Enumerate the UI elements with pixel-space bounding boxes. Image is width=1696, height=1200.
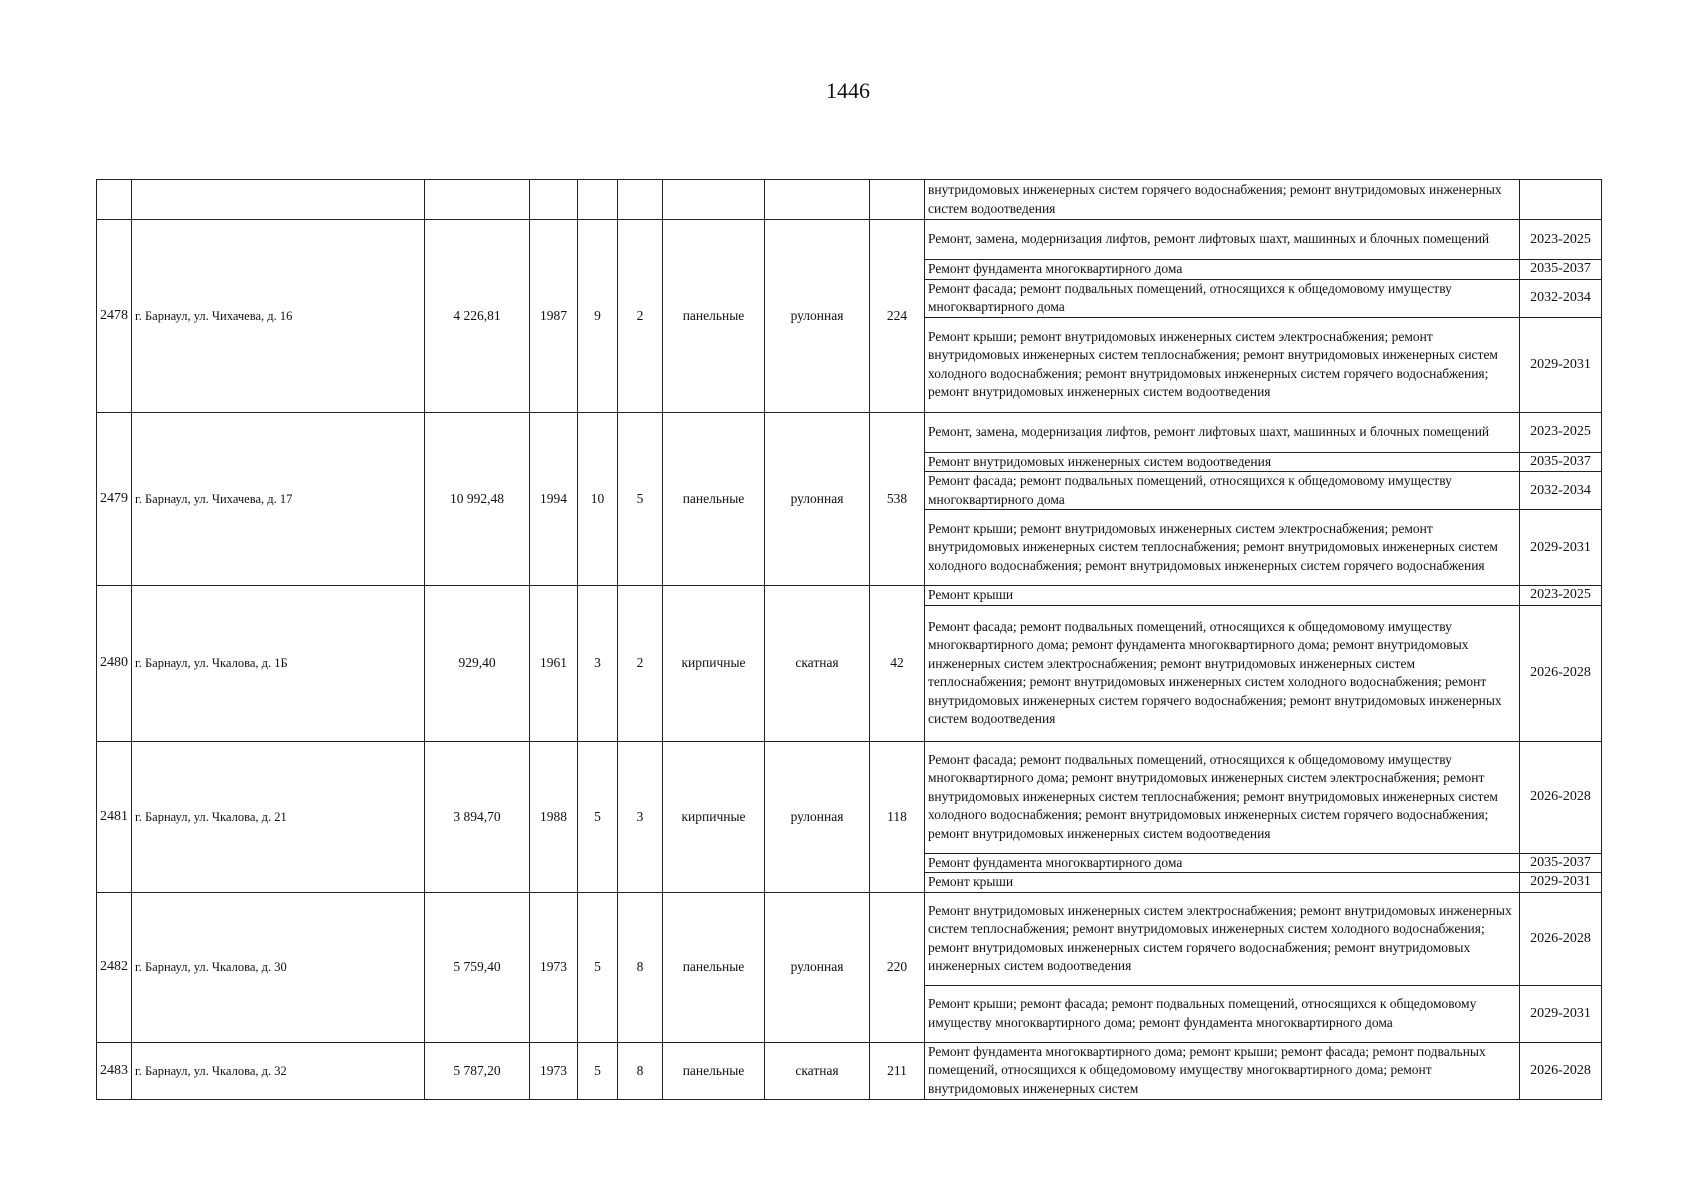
cell-year: 1987 (530, 220, 578, 413)
cell-area: 5 759,40 (425, 892, 530, 1042)
cell-roof (765, 180, 870, 220)
cell-year: 1973 (530, 892, 578, 1042)
cell-residents: 538 (870, 412, 925, 586)
cell-entrances (618, 180, 663, 220)
cell-num: 2481 (97, 741, 132, 892)
cell-walls: панельные (663, 1042, 765, 1099)
cell-period: 2029-2031 (1520, 510, 1602, 586)
cell-floors: 10 (578, 412, 618, 586)
cell-area: 4 226,81 (425, 220, 530, 413)
cell-works: внутридомовых инженерных систем горячего водоснабжения; ремонт внутридомовых инженерных систем водоотведения (925, 180, 1520, 220)
table-row (97, 586, 1602, 606)
cell-area: 929,40 (425, 586, 530, 742)
cell-roof: рулонная (765, 892, 870, 1042)
cell-roof: рулонная (765, 220, 870, 413)
cell-address: г. Барнаул, ул. Чихачева, д. 17 (132, 412, 425, 586)
cell-works: Ремонт крыши; ремонт внутридомовых инженерных систем электроснабжения; ремонт внутридомовых инженерных систем теплоснабжения; ремонт внутридомовых инженерных систем холодного водоснабжения; ремонт внутридомовых инженерных систем горячего водоснабжения; ремонт внутридомовых инженерных систем водоотведения (925, 317, 1520, 412)
cell-floors: 3 (578, 586, 618, 742)
table-row (97, 412, 1602, 452)
cell-walls (663, 180, 765, 220)
cell-num: 2483 (97, 1042, 132, 1099)
cell-address: г. Барнаул, ул. Чкалова, д. 21 (132, 741, 425, 892)
cell-area: 10 992,48 (425, 412, 530, 586)
cell-period: 2032-2034 (1520, 472, 1602, 510)
cell-works: Ремонт крыши (925, 873, 1520, 893)
cell-roof: рулонная (765, 741, 870, 892)
cell-period: 2023-2025 (1520, 586, 1602, 606)
cell-works: Ремонт фундамента многоквартирного дома (925, 853, 1520, 873)
table-row (97, 220, 1602, 260)
cell-num: 2478 (97, 220, 132, 413)
cell-year: 1973 (530, 1042, 578, 1099)
cell-walls: панельные (663, 892, 765, 1042)
cell-period (1520, 180, 1602, 220)
cell-year: 1994 (530, 412, 578, 586)
cell-period: 2023-2025 (1520, 412, 1602, 452)
cell-works: Ремонт фасада; ремонт подвальных помещений, относящихся к общедомовому имуществу многоквартирного дома (925, 279, 1520, 317)
cell-entrances: 2 (618, 586, 663, 742)
cell-period: 2023-2025 (1520, 220, 1602, 260)
cell-residents: 118 (870, 741, 925, 892)
cell-period: 2026-2028 (1520, 741, 1602, 853)
table-body (97, 180, 1602, 1100)
cell-year: 1988 (530, 741, 578, 892)
cell-works: Ремонт фасада; ремонт подвальных помещений, относящихся к общедомовому имуществу многоквартирного дома; ремонт фундамента многоквартирного дома; ремонт внутридомовых инженерных систем электроснабжения; ремонт внутридомовых инженерных систем теплоснабжения; ремонт внутридомовых инженерных систем холодного водоснабжения; ремонт внутридомовых инженерных систем горячего водоснабжения; ремонт внутридомовых инженерных систем водоотведения (925, 605, 1520, 741)
page-number: 1446 (826, 78, 870, 103)
table-row (97, 1042, 1602, 1099)
cell-works: Ремонт крыши; ремонт внутридомовых инженерных систем электроснабжения; ремонт внутридомовых инженерных систем теплоснабжения; ремонт внутридомовых инженерных систем холодного водоснабжения; ремонт внутридомовых инженерных систем горячего водоснабжения (925, 510, 1520, 586)
cell-floors: 5 (578, 1042, 618, 1099)
cell-area (425, 180, 530, 220)
cell-period: 2026-2028 (1520, 605, 1602, 741)
cell-works: Ремонт крыши; ремонт фасада; ремонт подвальных помещений, относящихся к общедомовому имуществу многоквартирного дома; ремонт фундамента многоквартирного дома (925, 985, 1520, 1042)
cell-num: 2479 (97, 412, 132, 586)
cell-area: 5 787,20 (425, 1042, 530, 1099)
cell-period: 2035-2037 (1520, 853, 1602, 873)
cell-period: 2026-2028 (1520, 1042, 1602, 1099)
cell-works: Ремонт, замена, модернизация лифтов, ремонт лифтовых шахт, машинных и блочных помещений (925, 220, 1520, 260)
registry-table (96, 179, 1602, 1100)
cell-address: г. Барнаул, ул. Чкалова, д. 1Б (132, 586, 425, 742)
cell-num: 2482 (97, 892, 132, 1042)
cell-num (97, 180, 132, 220)
cell-entrances: 3 (618, 741, 663, 892)
cell-floors: 9 (578, 220, 618, 413)
cell-floors (578, 180, 618, 220)
cell-walls: панельные (663, 412, 765, 586)
cell-works: Ремонт фундамента многоквартирного дома; ремонт крыши; ремонт фасада; ремонт подвальных помещений, относящихся к общедомовому имуществу многоквартирного дома; ремонт внутридомовых инженерных систем (925, 1042, 1520, 1099)
cell-entrances: 2 (618, 220, 663, 413)
continuation-row (97, 180, 1602, 220)
cell-works: Ремонт фасада; ремонт подвальных помещений, относящихся к общедомовому имуществу многоквартирного дома; ремонт внутридомовых инженерных систем электроснабжения; ремонт внутридомовых инженерных систем теплоснабжения; ремонт внутридомовых инженерных систем холодного водоснабжения; ремонт внутридомовых инженерных систем горячего водоснабжения; ремонт внутридомовых инженерных систем водоотведения (925, 741, 1520, 853)
cell-roof: скатная (765, 586, 870, 742)
cell-floors: 5 (578, 741, 618, 892)
cell-roof: скатная (765, 1042, 870, 1099)
cell-works: Ремонт крыши (925, 586, 1520, 606)
cell-works: Ремонт внутридомовых инженерных систем электроснабжения; ремонт внутридомовых инженерных систем теплоснабжения; ремонт внутридомовых инженерных систем холодного водоснабжения; ремонт внутридомовых инженерных систем горячего водоснабжения; ремонт внутридомовых инженерных систем водоотведения (925, 892, 1520, 985)
cell-period: 2035-2037 (1520, 260, 1602, 280)
cell-address (132, 180, 425, 220)
cell-walls: панельные (663, 220, 765, 413)
cell-address: г. Барнаул, ул. Чкалова, д. 30 (132, 892, 425, 1042)
cell-area: 3 894,70 (425, 741, 530, 892)
cell-residents (870, 180, 925, 220)
cell-floors: 5 (578, 892, 618, 1042)
cell-residents: 224 (870, 220, 925, 413)
cell-works: Ремонт внутридомовых инженерных систем водоотведения (925, 452, 1520, 472)
cell-year: 1961 (530, 586, 578, 742)
cell-residents: 211 (870, 1042, 925, 1099)
cell-year (530, 180, 578, 220)
cell-residents: 42 (870, 586, 925, 742)
cell-period: 2029-2031 (1520, 873, 1602, 893)
cell-roof: рулонная (765, 412, 870, 586)
cell-address: г. Барнаул, ул. Чихачева, д. 16 (132, 220, 425, 413)
cell-entrances: 8 (618, 892, 663, 1042)
cell-residents: 220 (870, 892, 925, 1042)
cell-works: Ремонт, замена, модернизация лифтов, ремонт лифтовых шахт, машинных и блочных помещений (925, 412, 1520, 452)
cell-walls: кирпичные (663, 586, 765, 742)
cell-period: 2026-2028 (1520, 892, 1602, 985)
cell-works: Ремонт фундамента многоквартирного дома (925, 260, 1520, 280)
cell-walls: кирпичные (663, 741, 765, 892)
cell-period: 2029-2031 (1520, 317, 1602, 412)
cell-entrances: 8 (618, 1042, 663, 1099)
cell-period: 2035-2037 (1520, 452, 1602, 472)
cell-num: 2480 (97, 586, 132, 742)
cell-address: г. Барнаул, ул. Чкалова, д. 32 (132, 1042, 425, 1099)
cell-works: Ремонт фасада; ремонт подвальных помещений, относящихся к общедомовому имуществу многоквартирного дома (925, 472, 1520, 510)
cell-period: 2029-2031 (1520, 985, 1602, 1042)
table-row (97, 892, 1602, 985)
cell-period: 2032-2034 (1520, 279, 1602, 317)
table-row (97, 741, 1602, 853)
cell-entrances: 5 (618, 412, 663, 586)
